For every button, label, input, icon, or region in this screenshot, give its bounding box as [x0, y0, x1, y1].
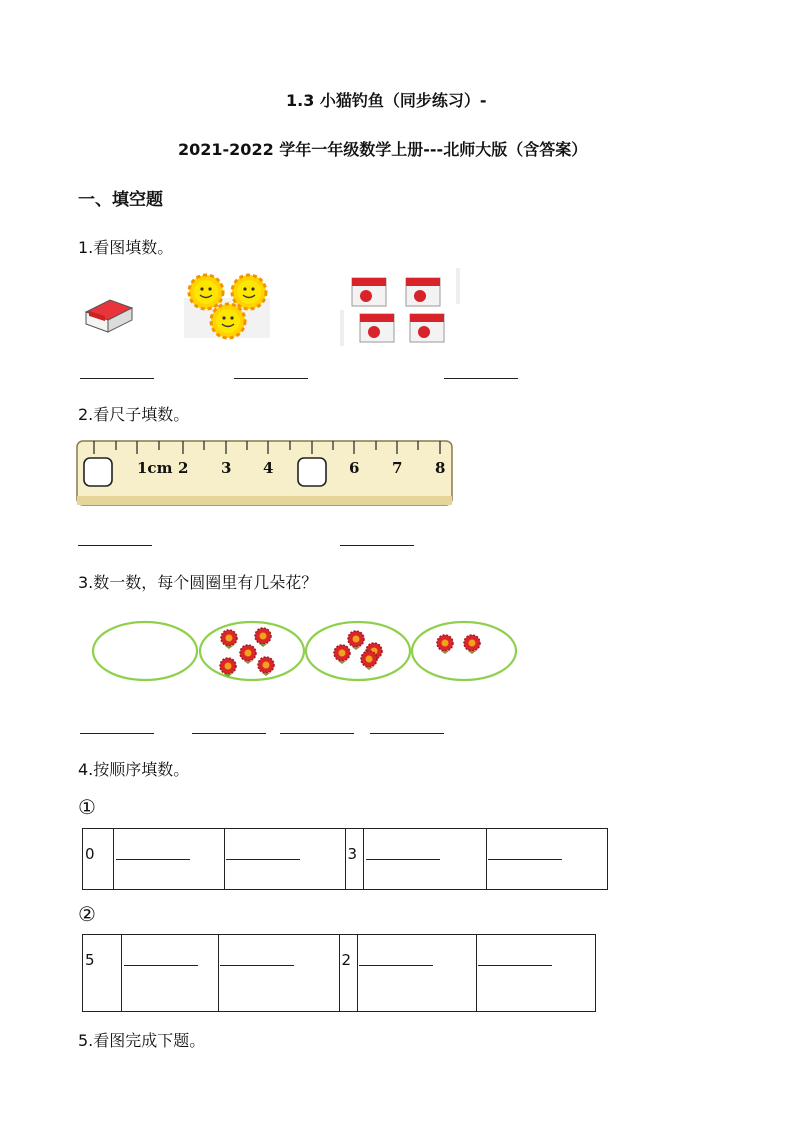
sequence-table-2 — [82, 934, 596, 1012]
question-2-prompt: 2.看尺子填数。 — [78, 405, 190, 424]
flower-icon — [464, 635, 480, 654]
page-title-line-1: 1.3 小猫钓鱼（同步练习）- — [286, 91, 487, 110]
answer-blank[interactable] — [78, 545, 152, 546]
answer-blank[interactable] — [80, 733, 154, 734]
table-cell[interactable] — [219, 935, 340, 1012]
answer-blank[interactable] — [234, 378, 308, 379]
circle-group-4 — [412, 622, 516, 680]
sun-group-image — [184, 272, 274, 340]
flower-icon — [437, 635, 453, 654]
sun-icon-3 — [211, 304, 245, 338]
answer-blank[interactable] — [370, 733, 444, 734]
table-cell — [346, 829, 363, 890]
milk-box-group-image — [338, 268, 464, 348]
answer-blank[interactable] — [226, 859, 300, 860]
table-cell — [340, 935, 357, 1012]
milk-box-icon-3 — [360, 314, 394, 342]
ruler-label: 6 — [349, 459, 360, 477]
flower-icon — [221, 630, 237, 649]
sequence-table-1 — [82, 828, 608, 890]
table-cell[interactable] — [476, 935, 595, 1012]
question-5-prompt: 5.看图完成下题。 — [78, 1031, 206, 1050]
sun-icon-1 — [189, 275, 223, 309]
flower-circles-image — [88, 614, 532, 690]
question-3-prompt: 3.数一数，每个圆圈里有几朵花？ — [78, 573, 318, 592]
ruler-label: 2 — [178, 459, 189, 477]
part-1-marker: ① — [78, 795, 96, 819]
answer-blank[interactable] — [192, 733, 266, 734]
page-title-line-2: 2021-2022 学年一年级数学上册---北师大版（含答案） — [178, 140, 588, 159]
table-cell[interactable] — [357, 935, 476, 1012]
ruler-label: 4 — [263, 459, 274, 477]
middle-number: 2 — [341, 951, 352, 969]
ruler-blank-box — [84, 458, 112, 486]
answer-blank[interactable] — [124, 965, 198, 966]
start-number: 0 — [85, 845, 95, 863]
ruler-label: 8 — [435, 459, 446, 477]
table-cell[interactable] — [363, 829, 486, 890]
eraser-image — [80, 290, 136, 336]
flower-icon — [258, 657, 274, 676]
table-cell[interactable] — [486, 829, 607, 890]
middle-number: 3 — [347, 845, 358, 863]
answer-blank[interactable] — [478, 965, 552, 966]
flower-icon — [361, 651, 377, 670]
answer-blank[interactable] — [220, 965, 294, 966]
answer-blank[interactable] — [359, 965, 433, 966]
answer-blank[interactable] — [340, 545, 414, 546]
table-cell — [83, 829, 114, 890]
part-2-marker: ② — [78, 902, 96, 926]
question-4-prompt: 4.按顺序填数。 — [78, 760, 190, 779]
ruler-label: 1cm — [137, 459, 173, 477]
ruler-label: 7 — [392, 459, 403, 477]
ruler-blank-box — [298, 458, 326, 486]
answer-blank[interactable] — [116, 859, 190, 860]
table-cell[interactable] — [122, 935, 219, 1012]
table-cell — [83, 935, 122, 1012]
answer-blank[interactable] — [80, 378, 154, 379]
answer-blank[interactable] — [366, 859, 440, 860]
milk-box-icon-2 — [406, 278, 440, 306]
ruler-label: 3 — [221, 459, 232, 477]
milk-box-icon-1 — [352, 278, 386, 306]
table-cell[interactable] — [225, 829, 346, 890]
flower-icon — [348, 631, 364, 650]
ruler-image — [76, 440, 454, 508]
answer-blank[interactable] — [280, 733, 354, 734]
flower-icon — [240, 645, 256, 664]
circle-group-1 — [93, 622, 197, 680]
sun-icon-2 — [232, 275, 266, 309]
milk-box-icon-4 — [410, 314, 444, 342]
question-1-prompt: 1.看图填数。 — [78, 238, 174, 257]
answer-blank[interactable] — [444, 378, 518, 379]
flower-icon — [334, 645, 350, 664]
table-cell[interactable] — [114, 829, 225, 890]
answer-blank[interactable] — [488, 859, 562, 860]
start-number: 5 — [85, 951, 95, 969]
flower-icon — [255, 628, 271, 647]
section-title: 一、填空题 — [78, 190, 163, 210]
